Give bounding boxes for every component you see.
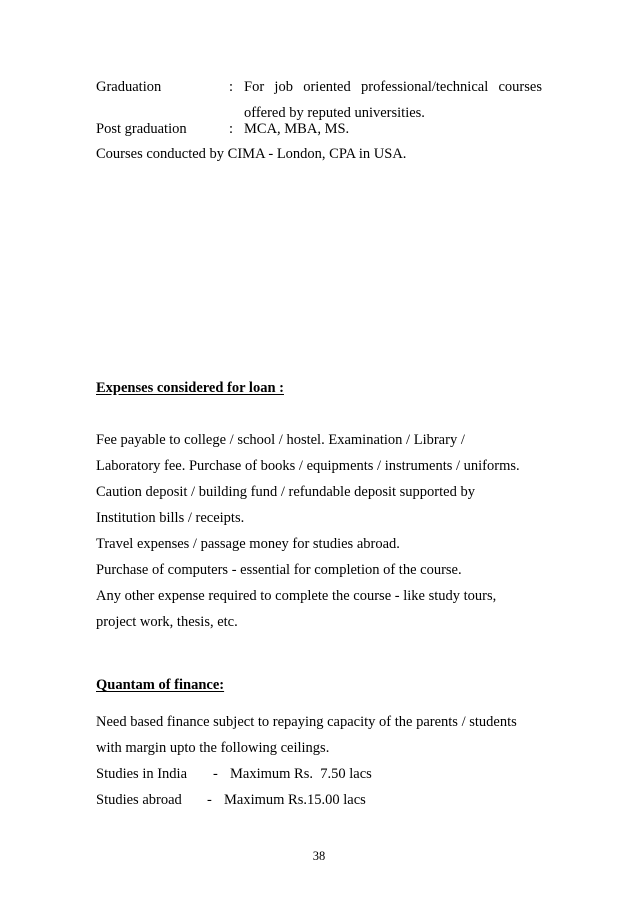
finance-heading: Quantam of finance:: [96, 677, 225, 693]
studies-abroad-label: Studies abroad: [96, 792, 182, 808]
graduation-word: courses: [498, 79, 542, 95]
graduation-word: oriented: [303, 79, 351, 95]
finance-line: with margin upto the following ceilings.: [96, 740, 330, 756]
other-courses-text: Courses conducted by CIMA - London, CPA in USA.: [96, 146, 407, 162]
page-number: 38: [312, 849, 326, 863]
graduation-value-line1: [244, 78, 542, 96]
post-graduation-label: Post graduation: [96, 121, 187, 137]
expenses-heading: Expenses considered for loan :: [96, 380, 284, 396]
post-graduation-value: MCA, MBA, MS.: [244, 121, 350, 137]
graduation-word: For: [244, 79, 265, 95]
studies-abroad-dash: -: [207, 792, 212, 808]
graduation-colon: :: [229, 79, 234, 95]
graduation-label: Graduation: [96, 79, 162, 95]
finance-line: Need based finance subject to repaying capacity of the parents / students: [96, 714, 517, 730]
graduation-word: job: [274, 79, 293, 95]
expenses-line: project work, thesis, etc.: [96, 614, 238, 630]
expenses-line: Fee payable to college / school / hostel. Examination / Library /: [96, 432, 465, 448]
graduation-word: professional/technical: [361, 79, 489, 95]
studies-india-value: Maximum Rs. 7.50 lacs: [230, 766, 372, 782]
studies-india-dash: -: [213, 766, 218, 782]
graduation-value-line2: offered by reputed universities.: [244, 105, 425, 121]
expenses-line: Any other expense required to complete the course - like study tours,: [96, 588, 497, 604]
studies-abroad-value: Maximum Rs.15.00 lacs: [224, 792, 366, 808]
post-graduation-colon: :: [229, 121, 234, 137]
expenses-line: Caution deposit / building fund / refundable deposit supported by: [96, 484, 475, 500]
expenses-line: Purchase of computers - essential for completion of the course.: [96, 562, 462, 578]
expenses-line: Institution bills / receipts.: [96, 510, 245, 526]
expenses-line: Travel expenses / passage money for studies abroad.: [96, 536, 400, 552]
studies-india-label: Studies in India: [96, 766, 188, 782]
expenses-line: Laboratory fee. Purchase of books / equipments / instruments / uniforms.: [96, 458, 520, 474]
